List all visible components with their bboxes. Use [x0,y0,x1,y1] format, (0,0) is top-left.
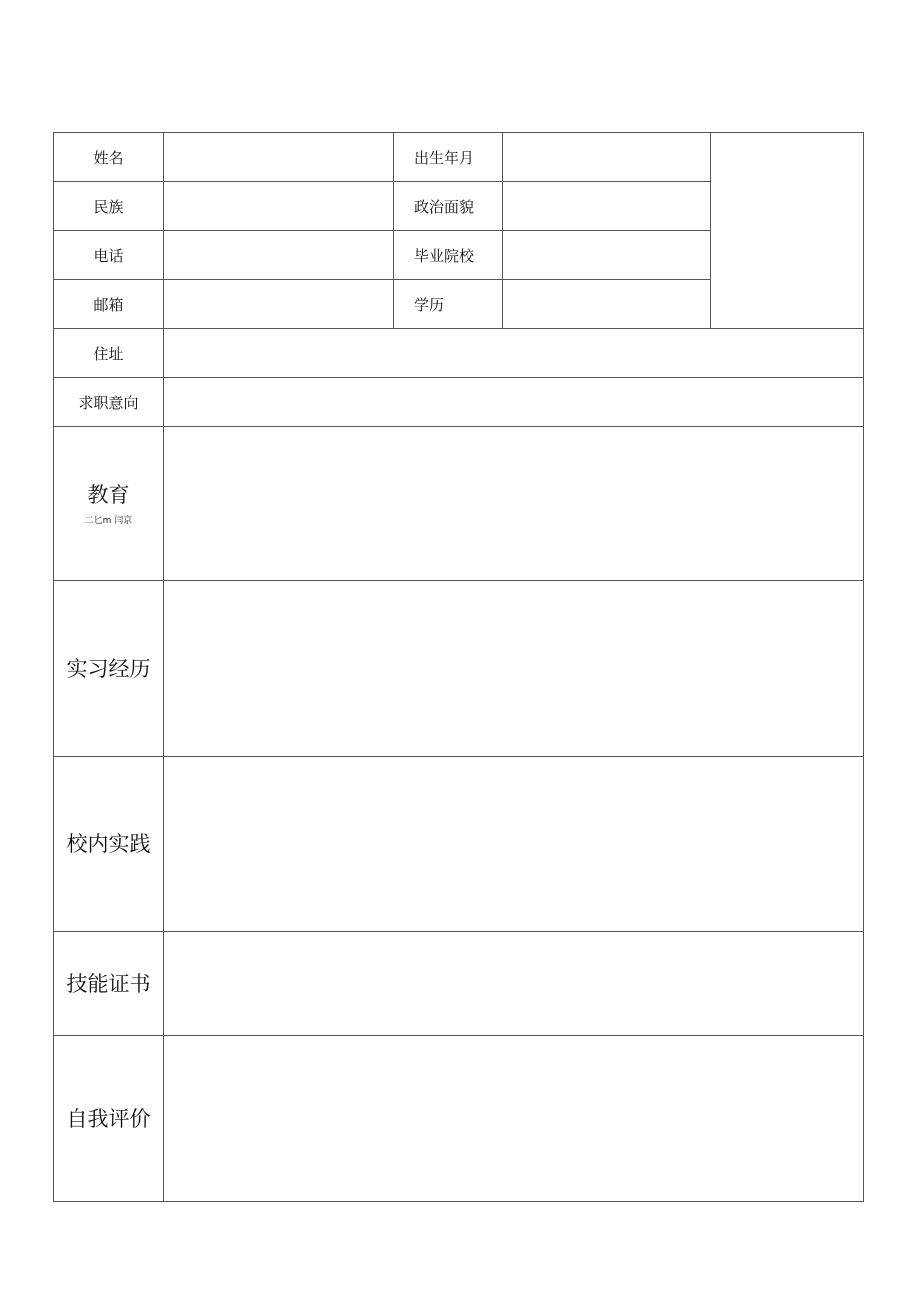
political-value-cell[interactable] [503,182,711,231]
self-eval-value-cell[interactable] [164,1036,864,1202]
campus-value-cell[interactable] [164,757,864,932]
row-internship [54,581,864,757]
phone-label: 电话 [54,231,164,280]
internship-label: 实习经历 [66,656,151,681]
school-value-cell[interactable] [503,231,711,280]
row-address [54,329,864,378]
education-value-cell[interactable] [164,427,864,581]
internship-label-cell [54,581,164,757]
degree-value-cell[interactable] [503,280,711,329]
self-eval-label-cell [54,1036,164,1202]
name-value-cell[interactable] [164,133,394,182]
email-value-cell[interactable] [164,280,394,329]
skills-label: 技能证书 [66,971,151,996]
political-label: 政治面貌 [394,182,503,231]
campus-label: 校内实践 [66,832,151,856]
row-campus-practice [54,757,864,932]
birth-label: 出生年月 [394,133,503,182]
row-education [54,427,864,581]
education-label: 教育 [87,482,130,507]
education-sublabel: 二匕m 闫京 [84,515,133,526]
resume-form-table [53,132,864,1202]
education-label-cell [54,427,164,581]
email-label: 邮箱 [54,280,164,329]
address-label: 住址 [54,329,164,378]
skills-value-cell[interactable] [164,932,864,1036]
row-self-evaluation [54,1036,864,1202]
campus-label-cell [54,757,164,932]
row-name [54,133,864,182]
photo-cell[interactable] [711,133,864,329]
address-value-cell[interactable] [164,329,864,378]
phone-value-cell[interactable] [164,231,394,280]
row-skills [54,932,864,1036]
job-intent-label: 求职意向 [54,378,164,427]
self-eval-label: 自我评价 [66,1106,151,1131]
birth-value-cell[interactable] [503,133,711,182]
ethnicity-value-cell[interactable] [164,182,394,231]
skills-label-cell [54,932,164,1036]
row-job-intent [54,378,864,427]
degree-label: 学历 [394,280,503,329]
job-intent-value-cell[interactable] [164,378,864,427]
ethnicity-label: 民族 [54,182,164,231]
internship-value-cell[interactable] [164,581,864,757]
school-label: 毕业院校 [394,231,503,280]
name-label: 姓名 [54,133,164,182]
